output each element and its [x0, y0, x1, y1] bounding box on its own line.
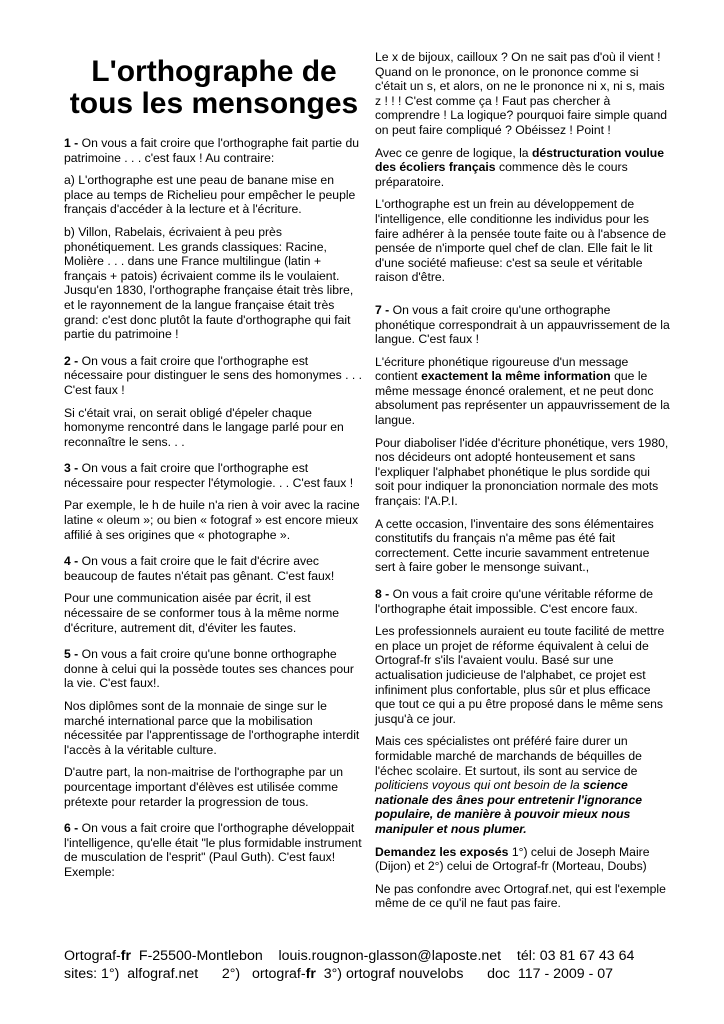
section-6-claim	[64, 821, 364, 879]
section-7-paragraph-1	[375, 355, 671, 428]
page-footer	[64, 948, 684, 983]
section-7-paragraph-2: Pour diaboliser l'idée d'écriture phonétique, vers 1980, nos décideurs ont adopté honteusement et sans l'expliquer l'alphabet phonétique le plus sordide qui soit pour indiquer la prononciation normale des mots français: l'A.P.I.	[375, 435, 669, 509]
text-run: Avec ce genre de logique, la	[375, 145, 532, 160]
section-number: 5 -	[64, 647, 79, 662]
footer-text: sites: 1°) alfograf.net 2°) ortograf-	[64, 965, 306, 982]
section-number: 2 -	[64, 353, 79, 368]
section-5-claim	[64, 647, 364, 691]
section-1-point-a: a) L'orthographe est une peau de banane mise en place au temps de Richelieu pour empêcher le peuple français d'accéder à la lecture et à l'écriture.	[64, 173, 356, 217]
right-column	[375, 50, 671, 919]
claim-text: On vous a fait croire que l'orthographe fait partie du patrimoine . . . c'est faux ! Au contraire:	[64, 136, 360, 165]
title-line-1: L'orthographe de	[91, 55, 337, 88]
section-8-paragraph-4: Ne pas confondre avec Ortograf.net, qui est l'exemple même de ce qu'il ne faut pas faire.	[375, 881, 666, 911]
left-column	[64, 50, 364, 888]
footer-bold-text: fr	[120, 948, 132, 964]
claim-text: On vous a fait croire que l'orthographe développait l'intelligence, qu'elle était "le plus formidable instrument de musculation de l'esprit" (Paul Guth). C'est faux! Exemple:	[64, 821, 362, 879]
section-8-paragraph-3	[375, 845, 671, 874]
section-7-paragraph-3: A cette occasion, l'inventaire des sons élémentaires constitutifs du français n'a même pas été fait correctement. Cette incurie savamment entretenue sert à faire gober le mensonge suivant.,	[375, 516, 654, 575]
section-5-paragraph-1: Nos diplômes sont de la monnaie de singe sur le marché international parce que la mobilisation nécessitée par l'apprentissage de l'orthographe interdit l'accès à la véritable culture.	[64, 699, 360, 757]
section-1-claim	[64, 136, 364, 165]
section-number: 4 -	[64, 554, 79, 569]
section-6-paragraph-3: L'orthographe est un frein au développement de l'intelligence, elle conditionne les individus pour les faire adhérer à la pensée toute faite ou à l'absence de pensée de n'importe quel chef de clan. Elle fait le lit d'une société mafieuse: c'est sa seule et véritable raison d'être.	[375, 197, 666, 285]
footer-text: Ortograf-	[64, 948, 121, 964]
footer-text: 3°) ortograf nouvelobs doc 117 - 2009 - 07	[315, 965, 614, 982]
footer-text: F-25500-Montlebon louis.rougnon-glasson@laposte.net tél: 03 81 67 43 64	[131, 948, 635, 964]
section-number: 3 -	[64, 461, 79, 476]
section-number: 8 -	[375, 587, 390, 601]
section-6-paragraph-1: Le x de bijoux, cailloux ? On ne sait pas d'où il vient ! Quand on le prononce, on le prononce comme si c'était un s, et alors, on ne le prononce ni x, ni s, mais z ! ! ! C'est comme ça ! Faut pas chercher à comprendre ! La logique? pourquoi faire simple quand on peut faire compliqué ? Obéissez ! Point !	[375, 50, 668, 137]
claim-text: On vous a fait croire que le fait d'écrire avec beaucoup de fautes n'était pas gênant. C'est faux!	[64, 554, 335, 583]
section-8-paragraph-2	[375, 734, 671, 836]
footer-line-2	[64, 966, 684, 984]
bold-text: Demandez les exposés	[375, 844, 509, 859]
text-run: que le même message énoncé oralement, et ne peut donc absolument pas représenter un appauvrissement de la langue.	[375, 369, 670, 428]
title-line-2: tous les mensonges	[69, 87, 359, 120]
footer-bold-text: fr	[305, 965, 316, 982]
bold-italic-text: science nationale des ânes pour entretenir l'ignorance populaire, de manière à pouvoir mieux nous manipuler et nous plumer.	[375, 778, 643, 836]
page-title	[64, 56, 364, 120]
claim-text: On vous a fait croire qu'une bonne orthographe donne à celui qui la possède toutes ses chances pour la vie. C'est faux!.	[64, 647, 354, 691]
text-run: commence dès le cours préparatoire.	[375, 160, 628, 189]
claim-text: On vous a fait croire que l'orthographe est nécessaire pour respecter l'étymologie. . . C'est faux !	[64, 461, 354, 490]
claim-text: On vous a fait croire que l'orthographe est nécessaire pour distinguer le sens des homonymes . . . C'est faux !	[64, 353, 363, 397]
bold-text: exactement la même information	[421, 369, 611, 384]
text-run: 1°) celui de Joseph Maire (Dijon) et 2°) celui de Ortograf-fr (Morteau, Doubs)	[375, 844, 650, 874]
section-number: 6 -	[64, 821, 79, 836]
section-2-claim	[64, 354, 364, 398]
text-run: L'écriture phonétique rigoureuse d'un message contient	[375, 354, 629, 384]
section-5-paragraph-2: D'autre part, la non-maitrise de l'orthographe par un pourcentage important d'élèves est utilisée comme prétexte pour retarder la progression de tous.	[64, 765, 344, 809]
bold-text: déstructuration voulue des écoliers français	[375, 145, 665, 175]
claim-text: On vous a fait croire qu'une véritable réforme de l'orthographe était impossible. C'est encore faux.	[375, 587, 654, 616]
section-7-claim	[375, 303, 671, 347]
section-8-paragraph-1: Les professionnels auraient eu toute facilité de mettre en place un projet de réforme équivalent à celui de Ortograf-fr s'ils l'avaient voulu. Basé sur une actualisation judicieuse de l'alphabet, ce projet est infiniment plus confortable, plus sûr et plus efficace que tout ce qui a pu être proposé dans le même sens jusqu'à ce jour.	[375, 624, 665, 726]
italic-text: politiciens voyous qui ont besoin de la	[375, 778, 583, 793]
section-4-claim	[64, 554, 364, 583]
section-number: 1 -	[64, 136, 79, 150]
footer-line-1	[64, 948, 684, 966]
section-4-paragraph: Pour une communication aisée par écrit, il est nécessaire de se conformer tous à la même norme d'écriture, autrement dit, d'éviter les fautes.	[64, 591, 340, 635]
section-number: 7 -	[375, 302, 390, 317]
claim-text: On vous a fait croire qu'une orthographe phonétique correspondrait à un appauvrissement de la langue. C'est faux !	[375, 302, 670, 347]
section-2-paragraph: Si c'était vrai, on serait obligé d'épeler chaque homonyme rencontré dans le langage parlé pour en reconnaître le sens. . .	[64, 405, 344, 449]
section-3-paragraph: Par exemple, le h de huile n'a rien à voir avec la racine latine « oleum »; ou bien « fotograf » est encore mieux affilié à ses origines que « photographe ».	[64, 498, 360, 542]
text-run: Mais ces spécialistes ont préféré faire durer un formidable marché de marchands de béquilles de l'échec scolaire. Et surtout, ils sont au service de	[375, 734, 642, 778]
section-8-claim	[375, 587, 671, 616]
section-3-claim	[64, 461, 364, 490]
section-1-point-b: b) Villon, Rabelais, écrivaient à peu près phonétiquement. Les grands classiques: Racine, Molière . . . dans une France multilingue (latin + français + patois) écrivaient comme ils le voulaient. Jusqu'en 1830, l'orthographe française était très libre, et le rayonnement de la langue française était très grand: c'est donc plutôt la faute d'orthographe qui fait partie du patrimoine !	[64, 224, 354, 342]
section-6-paragraph-2	[375, 146, 671, 190]
